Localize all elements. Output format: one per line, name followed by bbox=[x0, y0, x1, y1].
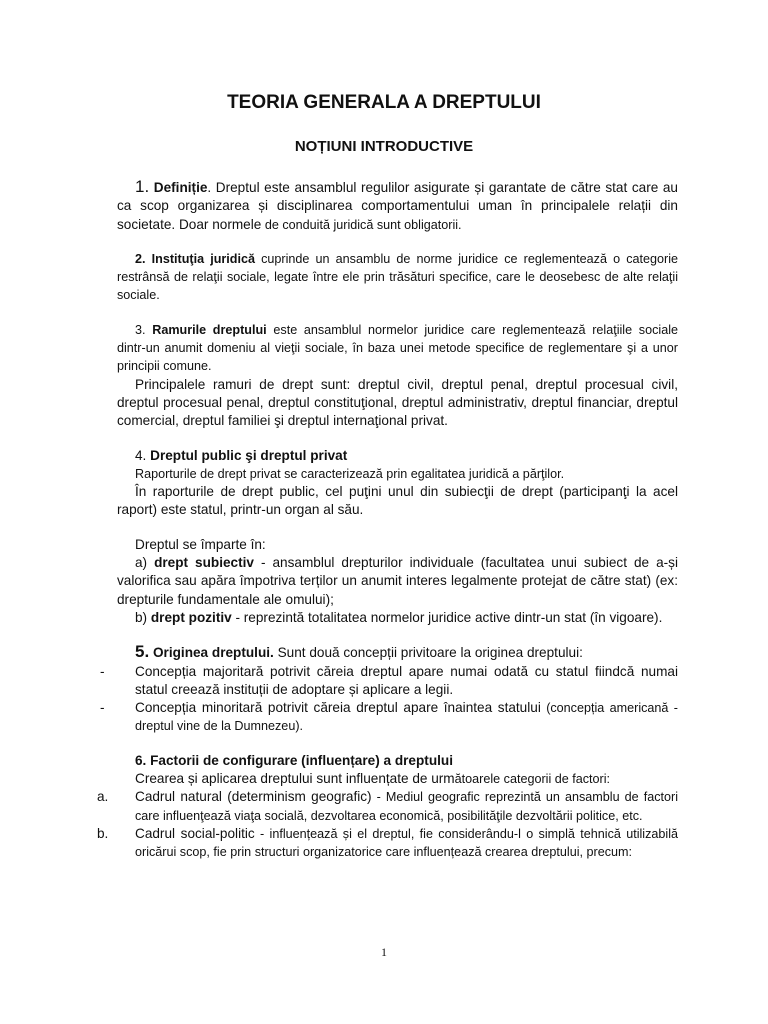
originea-text: Sunt două concepții privitoare la originea dreptului: bbox=[273, 645, 583, 661]
term-institutia: Instituţia juridică bbox=[151, 251, 255, 266]
term-factorii: 6. Factorii de configurare (influențare) a dreptului bbox=[135, 752, 453, 768]
factorii-intro-2: ătoarele categorii de factori: bbox=[454, 772, 611, 787]
list-item-extra: - Mediul geografic reprezintă un ansamblu de factori care influenţează viaţa socială, dezvoltarea economică, posibilităţile dezvoltării politice, etc. bbox=[135, 790, 678, 823]
paragraph-impartire: Dreptul se împarte în: bbox=[135, 536, 266, 552]
section-number: 5. bbox=[135, 642, 150, 662]
paragraph-definitie bbox=[117, 178, 678, 234]
term-ramurile: Ramurile dreptului bbox=[152, 322, 267, 337]
paragraph-ramurile bbox=[117, 321, 678, 376]
list-item-cadrul-social-politic bbox=[97, 825, 678, 862]
list-letter: a. bbox=[97, 789, 109, 805]
list-item-text: Concepția minoritară potrivit căreia dreptul apare înaintea statului bbox=[135, 700, 541, 716]
list-item-conceptie-majoritara bbox=[100, 663, 678, 700]
paragraph-drept-public: În raporturile de drept public, cel puţini unul din subiecţii de drept (participanţi la acel raport) este statul, printr-un organ al său. bbox=[117, 484, 678, 518]
section-number: 2. bbox=[135, 251, 146, 266]
institutia-text: cuprinde un ansamblu de norme juridice ce reglementează o categorie restrânsă de relaţii sociale, legate între ele prin trăsături specifice, care le deosebesc de alte relaţii sociale. bbox=[117, 251, 679, 303]
definitie-text-2: de conduită juridică sunt obligatorii. bbox=[261, 217, 462, 232]
item-drept-pozitiv bbox=[117, 609, 678, 627]
drept-subiectiv-text: - ansamblul drepturilor individuale (facultatea unui subiect de a-și valorifica sau apăra împotriva terților un anumit interes legalmente protejat de către stat) (ex: drepturile fundamentale ale omului); bbox=[117, 555, 678, 607]
term-drept-public-privat: Dreptul public şi dreptul privat bbox=[150, 447, 348, 463]
document-body bbox=[97, 177, 679, 862]
term-drept-subiectiv: drept subiectiv bbox=[154, 555, 254, 571]
list-item-cadrul-natural bbox=[97, 788, 678, 825]
section-number: 1. bbox=[135, 177, 150, 196]
list-item-text: Concepția majoritară potrivit căreia dreptul apare numai odată cu statul fiindcă numai statul creează instituții de adoptare și aplicare a legii. bbox=[135, 663, 678, 697]
item-mark: b) bbox=[135, 609, 148, 625]
paragraph-institutia bbox=[117, 250, 678, 305]
definitie-text: . Dreptul este ansamblul regulilor asigurate și garantate de către stat care au ca scop organizarea și disciplinarea comportamentului uman în principalele relații din societate. Doar normele bbox=[117, 180, 678, 232]
item-drept-subiectiv bbox=[117, 554, 678, 609]
ramurile-text: este ansamblul normelor juridice care reglementează relaţiile sociale dintr-un anumit domeniu al vieţii sociale, în baza unei metode specifice de reglementare şi a unor principii comune. bbox=[117, 322, 678, 374]
bullet-dash: - bbox=[100, 700, 105, 716]
paragraph-drept-privat: Raporturile de drept privat se caracterizează prin egalitatea juridică a părţilor. bbox=[135, 466, 565, 481]
section-number: 4. bbox=[135, 447, 147, 463]
factorii-intro-1: Crearea și aplicarea dreptului sunt influențate de urm bbox=[135, 771, 455, 787]
list-item-extra: - influențează și el dreptul, fie considerându-l o simplă tehnică utilizabilă oricărui scop, fie prin structuri organizatorice care influențează crearea dreptului, precum: bbox=[135, 826, 678, 860]
drept-pozitiv-text: - reprezintă totalitatea normelor juridice active dintr-un stat (în vigoare). bbox=[231, 609, 663, 625]
term-drept-pozitiv: drept pozitiv bbox=[150, 609, 232, 625]
list-letter: b. bbox=[97, 825, 109, 841]
paragraph-ramuri-principale: Principalele ramuri de drept sunt: dreptul civil, dreptul penal, dreptul procesual civil, dreptul procesual penal, dreptul constituţional, dreptul administrativ, dreptul financiar, dreptul comercial, dreptul familiei şi dreptul internaţional privat. bbox=[117, 376, 678, 429]
heading-drept-public-privat bbox=[117, 447, 678, 465]
list-item-conceptie-minoritara bbox=[100, 699, 678, 736]
list-item-text: Cadrul social-politic bbox=[135, 825, 255, 841]
list-item-extra: (concepția americană - dreptul vine de la Dumnezeu). bbox=[135, 701, 678, 734]
term-originea: Originea dreptului. bbox=[152, 645, 274, 661]
paragraph-factorii-intro bbox=[117, 770, 678, 788]
paragraph-originea bbox=[117, 643, 678, 662]
list-item-text: Cadrul natural (determinism geografic) bbox=[135, 789, 372, 805]
heading-factorii bbox=[117, 752, 678, 770]
item-mark: a) bbox=[135, 555, 148, 571]
term-definitie: Definiție bbox=[153, 180, 208, 195]
page-number: 1 bbox=[381, 945, 387, 959]
section-subtitle: NOȚIUNI INTRODUCTIVE bbox=[294, 138, 474, 155]
section-number: 3. bbox=[135, 322, 146, 337]
bullet-dash: - bbox=[100, 663, 105, 679]
document-title: TEORIA GENERALA A DREPTULUI bbox=[227, 92, 541, 113]
